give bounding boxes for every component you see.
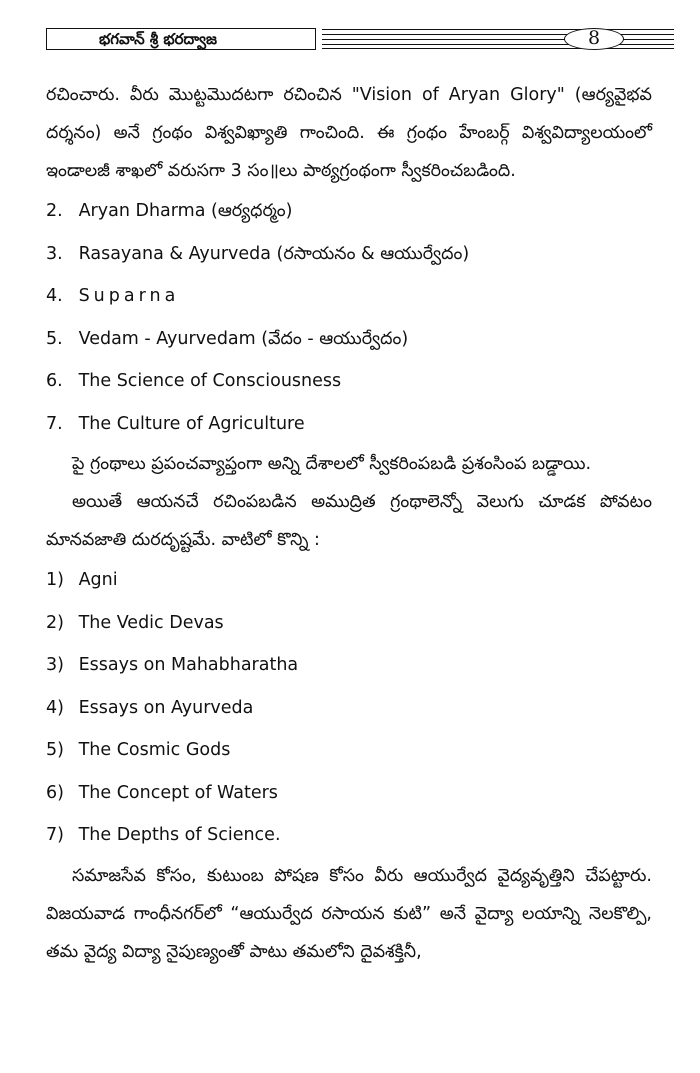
list-item: 1) Agni <box>46 570 118 590</box>
list-item: 2. Aryan Dharma (ఆర్యధర్మం) <box>46 201 293 221</box>
list-item: 4. Suparna <box>46 286 180 306</box>
list-item: 5. Vedam - Ayurvedam (వేదం - ఆయుర్వేదం) <box>46 328 409 349</box>
page-body <box>46 76 652 971</box>
paragraph-ayurveda-practice: సమాజసేవ కోసం, కుటుంబ పోషణ కోసం వీరు ఆయుర్వేద వైద్యవృత్తిని చేపట్టారు. విజయవాడ గాంధీనగర్‌లో “ఆయుర్వేద రసాయన కుటి” అనే వైద్యా లయాన్ని నెలకొల్పి, తమ వైద్య విద్యా నైపుణ్యంతో పాటు తమలోని దైవశక్తినీ, <box>46 865 652 962</box>
running-header <box>46 28 674 54</box>
page-number: 8 <box>564 28 624 50</box>
list-item: 7. The Culture of Agriculture <box>46 413 305 434</box>
paragraph-intro: రచించారు. వీరు మొట్టమొదటగా రచించిన "Vision of Aryan Glory" (ఆర్యవైభవ దర్శనం) అనే గ్రంథం విశ్వవిఖ్యాతి గాంచింది. ఈ గ్రంథం హేంబర్గ్ విశ్వవిద్యాలయంలో ఇండాలజీ శాఖలో వరుసగా 3 సం॥లు పాఠ్యగ్రంథంగా స్వీకరించబడింది. <box>46 85 652 181</box>
list-item: 3. Rasayana & Ayurveda (రసాయనం & ఆయుర్వేదం) <box>46 243 470 264</box>
paragraph-acclaim: పై గ్రంథాలు ప్రపంచవ్యాప్తంగా అన్ని దేశాలలో స్వీకరింపబడి ప్రశంసింప బడ్డాయి. <box>72 454 592 474</box>
paragraph-unpublished: అయితే ఆయనచే రచింపబడిన అముద్రిత గ్రంథాలెన్నో వెలుగు చూడక పోవటం మానవజాతి దురదృష్టమే. వాటిలో కొన్ని : <box>46 492 652 550</box>
list-item: 5) The Cosmic Gods <box>46 740 231 760</box>
published-books-list <box>46 190 652 445</box>
list-item: 4) Essays on Ayurveda <box>46 697 254 718</box>
unpublished-books-list <box>46 559 652 857</box>
list-item: 7) The Depths of Science. <box>46 825 281 845</box>
list-item: 3) Essays on Mahabharatha <box>46 655 299 675</box>
list-item: 2) The Vedic Devas <box>46 612 224 633</box>
book-title: భగవాన్ శ్రీ భరద్వాజ <box>46 28 316 50</box>
list-item: 6. The Science of Consciousness <box>46 371 342 391</box>
list-item: 6) The Concept of Waters <box>46 782 278 803</box>
